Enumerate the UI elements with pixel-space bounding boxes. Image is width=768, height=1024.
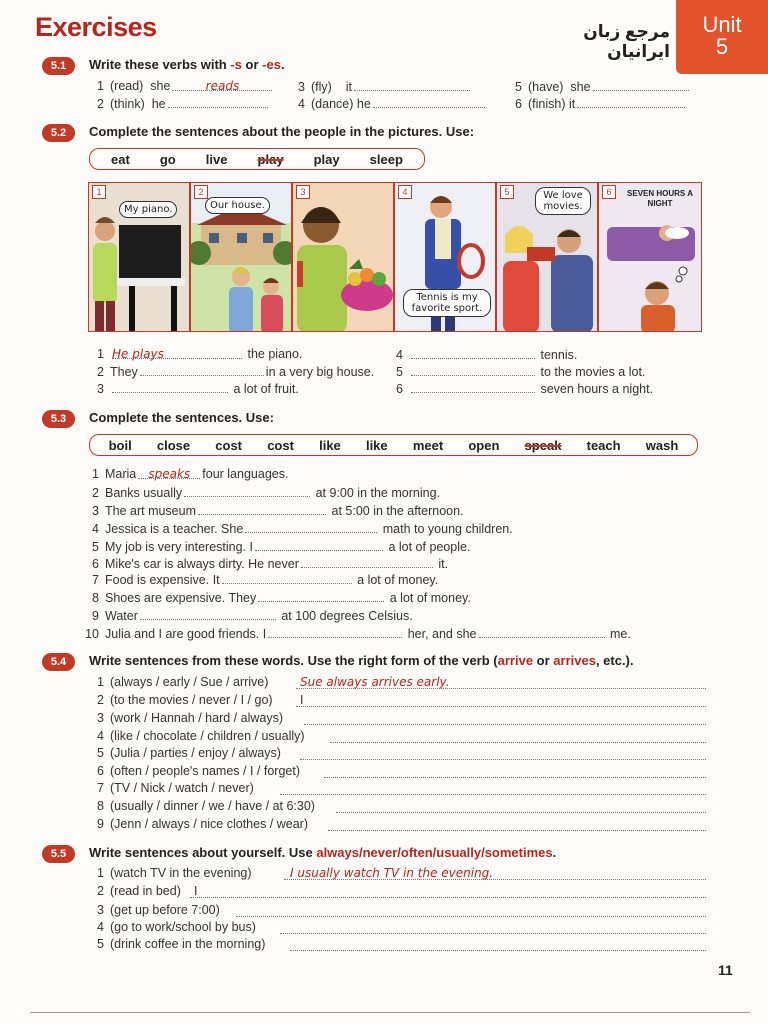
answer-blank[interactable] <box>301 556 433 568</box>
picture-1 <box>88 182 190 332</box>
item-prompt: (Jenn / always / nice clothes / wear) <box>110 817 308 831</box>
word-option: cost <box>215 437 243 453</box>
sentence-end: tennis. <box>540 348 578 362</box>
answer-text: Sue always arrives early. <box>300 675 450 689</box>
sentence-end: a lot of money. <box>389 591 471 605</box>
sentence-middle: her, and she <box>407 627 477 641</box>
instruction-text: or <box>241 57 263 72</box>
ex53-sentence-1 <box>84 467 288 481</box>
instruction-text: or <box>533 653 554 668</box>
exercise-badge-5-5: 5.5 <box>42 845 75 863</box>
instruction-text: . <box>552 845 557 860</box>
item-number: 5 <box>515 80 522 94</box>
answer-line[interactable] <box>296 693 706 707</box>
ex52-sentence-2 <box>89 364 374 379</box>
word-option: wash <box>645 437 679 453</box>
item-number: 3 <box>97 903 104 917</box>
item-subject: he <box>356 97 371 111</box>
item-number: 1 <box>92 467 99 481</box>
sentence-end: a lot of people. <box>388 540 471 554</box>
word-option-used: speak <box>524 437 562 453</box>
item-subject: she <box>150 79 171 93</box>
instruction-suffix-es: -es <box>262 57 281 72</box>
word-option: boil <box>108 437 132 453</box>
ex53-sentence-3 <box>84 503 464 518</box>
page-divider <box>30 1012 750 1013</box>
word-box-5-3 <box>89 434 698 456</box>
speech-bubble: Tennis is my favorite sport. <box>403 289 491 317</box>
item-verb: (read) <box>110 79 144 93</box>
answer-text: I <box>194 884 198 898</box>
sentence-start: Banks usually <box>105 486 183 500</box>
word-box-5-2 <box>89 148 425 170</box>
item-verb: (fly) <box>311 80 332 94</box>
item-prompt: (watch TV in the evening) <box>110 866 252 880</box>
page-title: Exercises <box>35 12 157 42</box>
exercise-instruction-5-1 <box>89 57 285 72</box>
ex51-item-1 <box>89 79 274 93</box>
ex51-item-3 <box>290 79 472 94</box>
picture-number: 4 <box>398 185 412 199</box>
item-number: 1 <box>97 347 104 361</box>
answer-blank[interactable] <box>222 572 352 584</box>
item-number: 5 <box>97 937 104 951</box>
item-subject: she <box>570 80 591 94</box>
answer-line[interactable] <box>304 711 706 725</box>
ex55-item-1 <box>89 866 252 880</box>
ex53-sentence-8 <box>84 590 471 605</box>
picture-number: 2 <box>194 185 208 199</box>
sentence-start: My job is very interesting. I <box>105 540 253 554</box>
word-option: meet <box>412 437 444 453</box>
answer-blank[interactable] <box>593 79 689 91</box>
answer-blank[interactable] <box>172 79 272 91</box>
answer-line[interactable] <box>330 729 706 743</box>
ex53-sentence-4 <box>84 521 513 536</box>
exercise-badge-5-1: 5.1 <box>42 57 75 75</box>
persian-caption: مرجع زبان ایرانیان <box>583 22 670 61</box>
speech-bubble: My piano. <box>119 201 177 218</box>
answer-blank[interactable] <box>245 521 377 533</box>
item-prompt: (drink coffee in the morning) <box>110 937 266 951</box>
item-verb: (have) <box>528 80 564 94</box>
sentence-end: four languages. <box>202 467 289 481</box>
answer-blank[interactable] <box>140 364 264 376</box>
item-number: 3 <box>298 80 305 94</box>
item-number: 1 <box>97 866 104 880</box>
item-verb: (finish) <box>528 97 566 111</box>
instruction-keyword: arrive <box>497 653 534 668</box>
word-option: open <box>468 437 500 453</box>
item-number: 9 <box>92 609 99 623</box>
ex55-item-5 <box>89 937 265 951</box>
ex52-sentence-1 <box>89 347 302 361</box>
answer-blank[interactable] <box>268 626 402 638</box>
answer-blank[interactable] <box>411 347 535 359</box>
sentence-start: Julia and I are good friends. I <box>105 627 267 641</box>
item-number: 3 <box>92 504 99 518</box>
answer-blank[interactable] <box>411 364 535 376</box>
item-number: 3 <box>97 711 104 725</box>
exercise-badge-5-2: 5.2 <box>42 124 75 142</box>
ex51-item-6 <box>507 96 687 111</box>
speech-bubble: Our house. <box>205 197 270 214</box>
answer-line[interactable] <box>324 764 706 778</box>
word-option: play <box>313 151 340 167</box>
ex55-item-2 <box>89 884 181 898</box>
item-number: 6 <box>92 557 99 571</box>
sentence-start: Jessica is a teacher. She <box>105 522 244 536</box>
answer-text: speaks <box>148 467 191 481</box>
instruction-text: Write sentences about yourself. Use <box>89 845 317 860</box>
ex53-sentence-6 <box>84 556 448 571</box>
answer-blank[interactable] <box>258 590 384 602</box>
instruction-text: . <box>280 57 285 72</box>
ex54-item-3 <box>89 711 283 725</box>
exercise-instruction-5-2: Complete the sentences about the people in the pictures. Use: <box>89 124 475 139</box>
sentence-end: to the movies a lot. <box>540 365 646 379</box>
picture-number: 3 <box>296 185 310 199</box>
ex54-item-6 <box>89 764 300 778</box>
item-number: 2 <box>97 365 104 379</box>
item-number: 4 <box>298 97 305 111</box>
item-number: 7 <box>92 573 99 587</box>
answer-text: He plays <box>112 347 164 361</box>
answer-blank[interactable] <box>184 485 310 497</box>
picture-number: 6 <box>602 185 616 199</box>
ex53-sentence-5 <box>84 539 470 554</box>
sentence-start: Maria <box>105 467 137 481</box>
speech-bubble: We love movies. <box>535 187 591 215</box>
item-number: 6 <box>396 382 403 396</box>
ex51-item-2 <box>89 96 270 111</box>
picture-4 <box>394 182 496 332</box>
answer-line[interactable] <box>300 746 706 760</box>
answer-text: I usually watch TV in the evening. <box>290 866 494 880</box>
answer-blank[interactable] <box>373 96 485 108</box>
ex54-item-5 <box>89 746 281 760</box>
ex52-sentence-5 <box>388 364 645 379</box>
instruction-text: , etc.). <box>595 653 634 668</box>
sentence-end: at 5:00 in the afternoon. <box>331 504 464 518</box>
item-number: 4 <box>396 348 403 362</box>
sentence-end: at 100 degrees Celsius. <box>281 609 413 623</box>
instruction-keyword: always/never/often/usually/sometimes <box>316 845 553 860</box>
word-option: go <box>159 151 176 167</box>
exercise-instruction-5-3: Complete the sentences. Use: <box>89 410 274 425</box>
ex51-item-5 <box>507 79 691 94</box>
ex51-item-4 <box>290 96 487 111</box>
answer-blank[interactable] <box>112 381 228 393</box>
picture-6 <box>598 182 702 332</box>
ex55-item-3 <box>89 903 220 917</box>
word-option: cost <box>267 437 294 453</box>
item-number: 5 <box>396 365 403 379</box>
answer-line[interactable] <box>190 884 706 898</box>
item-verb: (think) <box>110 97 145 111</box>
ex53-sentence-10 <box>84 626 631 641</box>
exercise-badge-5-4: 5.4 <box>42 653 75 671</box>
sentence-end: at 9:00 in the morning. <box>315 486 440 500</box>
item-number: 4 <box>92 522 99 536</box>
item-prompt: (always / early / Sue / arrive) <box>110 675 269 689</box>
item-prompt: (to the movies / never / I / go) <box>110 693 273 707</box>
ex54-item-7 <box>89 781 254 795</box>
item-number: 4 <box>97 920 104 934</box>
item-verb: (dance) <box>311 97 354 111</box>
answer-line[interactable] <box>280 781 706 795</box>
sentence-end: it. <box>438 557 449 571</box>
item-number: 7 <box>97 781 104 795</box>
answer-blank[interactable] <box>411 381 535 393</box>
ex53-sentence-9 <box>84 608 413 623</box>
word-option: close <box>156 437 191 453</box>
picture-3 <box>292 182 394 332</box>
item-number: 8 <box>92 591 99 605</box>
instruction-keyword: arrives <box>553 653 596 668</box>
answer-blank[interactable] <box>140 608 276 620</box>
unit-number: 5 <box>715 34 729 59</box>
sentence-start: The art museum <box>105 504 197 518</box>
item-subject: it <box>569 97 576 111</box>
answer-line[interactable] <box>280 920 706 934</box>
item-prompt: (Julia / parties / enjoy / always) <box>110 746 281 760</box>
item-subject: it <box>345 80 352 94</box>
answer-text: I <box>300 693 304 707</box>
word-option: like <box>319 437 341 453</box>
instruction-text: Write these verbs with <box>89 57 231 72</box>
item-number: 1 <box>97 79 104 93</box>
word-option: sleep <box>369 151 403 167</box>
item-number: 2 <box>97 884 104 898</box>
ex54-item-4 <box>89 729 305 743</box>
answer-blank[interactable] <box>112 347 242 359</box>
answer-line[interactable] <box>236 903 706 917</box>
answer-line[interactable] <box>328 817 706 831</box>
item-number: 2 <box>97 693 104 707</box>
ex55-item-4 <box>89 920 256 934</box>
exercise-instruction-5-4 <box>89 653 634 668</box>
answer-blank[interactable] <box>354 79 470 91</box>
exercise-instruction-5-5 <box>89 845 556 860</box>
sentence-end: the piano. <box>247 347 303 361</box>
thought-text: SEVEN HOURS A NIGHT <box>627 189 693 208</box>
ex52-sentence-4 <box>388 347 577 362</box>
item-number: 1 <box>97 675 104 689</box>
sentence-start: Water <box>105 609 138 623</box>
item-number: 8 <box>97 799 104 813</box>
fruit-woman-illustration <box>293 183 394 332</box>
item-subject: he <box>151 97 166 111</box>
sentence-end: me. <box>610 627 631 641</box>
item-number: 10 <box>85 627 99 641</box>
item-number: 2 <box>97 97 104 111</box>
instruction-suffix-s: -s <box>230 57 242 72</box>
exercise-badge-5-3: 5.3 <box>42 410 75 428</box>
item-prompt: (go to work/school by bus) <box>110 920 256 934</box>
item-number: 6 <box>97 764 104 778</box>
item-prompt: (work / Hannah / hard / always) <box>110 711 283 725</box>
sentence-end: a lot of fruit. <box>233 382 299 396</box>
sentence-end: in a very big house. <box>265 365 375 379</box>
unit-tab <box>676 0 768 74</box>
word-option-used: play <box>257 151 284 167</box>
page-number: 11 <box>718 962 733 978</box>
unit-label: Unit <box>702 12 742 37</box>
ex54-item-2 <box>89 693 273 707</box>
sentence-start: Food is expensive. It <box>105 573 220 587</box>
word-option: teach <box>586 437 621 453</box>
item-number: 4 <box>97 729 104 743</box>
item-number: 2 <box>92 486 99 500</box>
item-prompt: (get up before 7:00) <box>110 903 220 917</box>
instruction-text: Write sentences from these words. Use the right form of the verb ( <box>89 653 498 668</box>
picture-number: 1 <box>92 185 106 199</box>
answer-blank[interactable] <box>168 96 268 108</box>
ex54-item-1 <box>89 675 268 689</box>
item-prompt: (usually / dinner / we / have / at 6:30) <box>110 799 315 813</box>
word-option: eat <box>111 151 130 167</box>
answer-line[interactable] <box>284 866 706 880</box>
answer-line[interactable] <box>296 675 706 689</box>
sentence-start: Shoes are expensive. They <box>105 591 257 605</box>
item-number: 5 <box>92 540 99 554</box>
ex54-item-8 <box>89 799 315 813</box>
item-prompt: (TV / Nick / watch / never) <box>110 781 254 795</box>
ex53-sentence-7 <box>84 572 438 587</box>
ex52-sentence-6 <box>388 381 653 396</box>
answer-blank[interactable] <box>255 539 383 551</box>
item-number: 5 <box>97 746 104 760</box>
answer-blank[interactable] <box>577 96 685 108</box>
sentence-end: a lot of money. <box>357 573 439 587</box>
answer-line[interactable] <box>290 937 706 951</box>
ex54-item-9 <box>89 817 308 831</box>
picture-5 <box>496 182 598 332</box>
item-number: 6 <box>515 97 522 111</box>
answer-line[interactable] <box>336 799 706 813</box>
picture-number: 5 <box>500 185 514 199</box>
item-number: 9 <box>97 817 104 831</box>
item-prompt: (like / chocolate / children / usually) <box>110 729 305 743</box>
item-prompt: (often / people's names / I / forget) <box>110 764 300 778</box>
sentence-end: math to young children. <box>382 522 513 536</box>
item-number: 3 <box>97 382 104 396</box>
sentence-start: They <box>110 365 138 379</box>
word-option: live <box>205 151 228 167</box>
answer-blank[interactable] <box>138 467 200 479</box>
answer-blank[interactable] <box>198 503 326 515</box>
item-prompt: (read in bed) <box>110 884 181 898</box>
sentence-end: seven hours a night. <box>540 382 654 396</box>
ex53-sentence-2 <box>84 485 440 500</box>
ex52-sentence-3 <box>89 381 299 396</box>
sentence-start: Mike's car is always dirty. He never <box>105 557 299 571</box>
picture-2 <box>190 182 292 332</box>
answer-blank[interactable] <box>479 626 605 638</box>
word-option: like <box>365 437 388 453</box>
answer-text: reads <box>205 79 240 93</box>
